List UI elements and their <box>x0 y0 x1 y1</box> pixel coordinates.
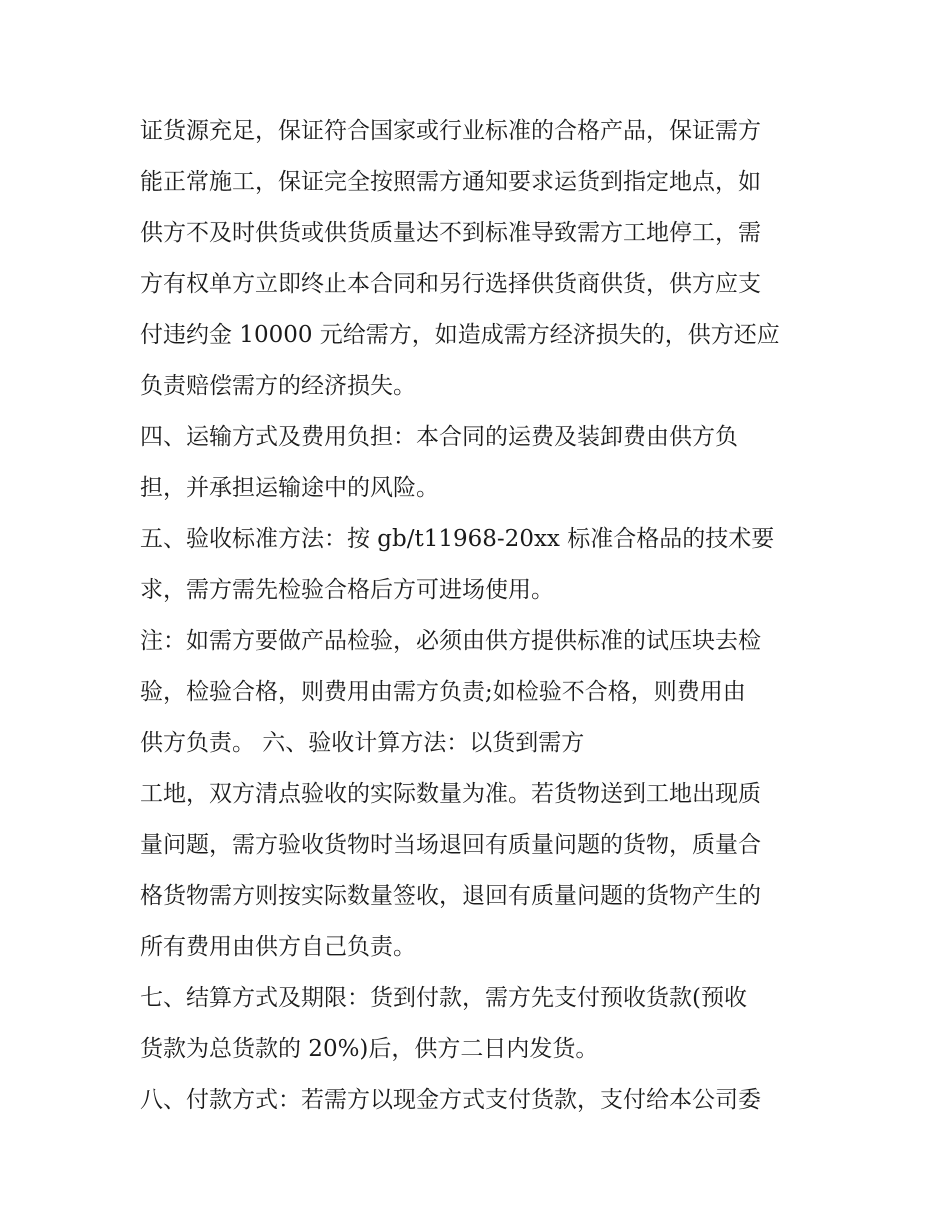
text-line: 格货物需方则按实际数量签收，退回有质量问题的货物产生的 <box>140 883 761 909</box>
text-line: 方有权单方立即终止本合同和另行选择供货商供货，供方应支 <box>140 271 761 297</box>
text-line: 五、验收标准方法：按 gb/t11968-20xx 标准合格品的技术要 <box>140 526 775 552</box>
text-line: 供方不及时供货或供货质量达不到标准导致需方工地停工，需 <box>140 220 761 246</box>
text-line: 付违约金 10000 元给需方，如造成需方经济损失的，供方还应 <box>140 322 780 348</box>
text-line: 所有费用由供方自己负责。 <box>140 934 416 960</box>
text-line: 求，需方需先检验合格后方可进场使用。 <box>140 577 554 603</box>
text-line: 注：如需方要做产品检验，必须由供方提供标准的试压块去检 <box>140 628 761 654</box>
text-line: 七、结算方式及期限：货到付款，需方先支付预收货款(预收 <box>140 985 747 1011</box>
text-line: 八、付款方式：若需方以现金方式支付货款，支付给本公司委 <box>140 1087 761 1113</box>
text-line: 担，并承担运输途中的风险。 <box>140 475 439 501</box>
text-line: 四、运输方式及费用负担：本合同的运费及装卸费由供方负 <box>140 424 738 450</box>
contract-text-body <box>140 106 820 1126</box>
text-line: 能正常施工，保证完全按照需方通知要求运货到指定地点，如 <box>140 169 761 195</box>
text-line: 工地，双方清点验收的实际数量为准。若货物送到工地出现质 <box>140 781 761 807</box>
text-line: 证货源充足，保证符合国家或行业标准的合格产品，保证需方 <box>140 118 761 144</box>
text-line: 供方负责。 六、验收计算方法：以货到需方 <box>140 730 585 756</box>
text-line: 负责赔偿需方的经济损失。 <box>140 373 416 399</box>
text-line: 货款为总货款的 20%)后，供方二日内发货。 <box>140 1036 599 1062</box>
text-line: 量问题，需方验收货物时当场退回有质量问题的货物，质量合 <box>140 832 761 858</box>
text-line: 验，检验合格，则费用由需方负责;如检验不合格，则费用由 <box>140 679 746 705</box>
